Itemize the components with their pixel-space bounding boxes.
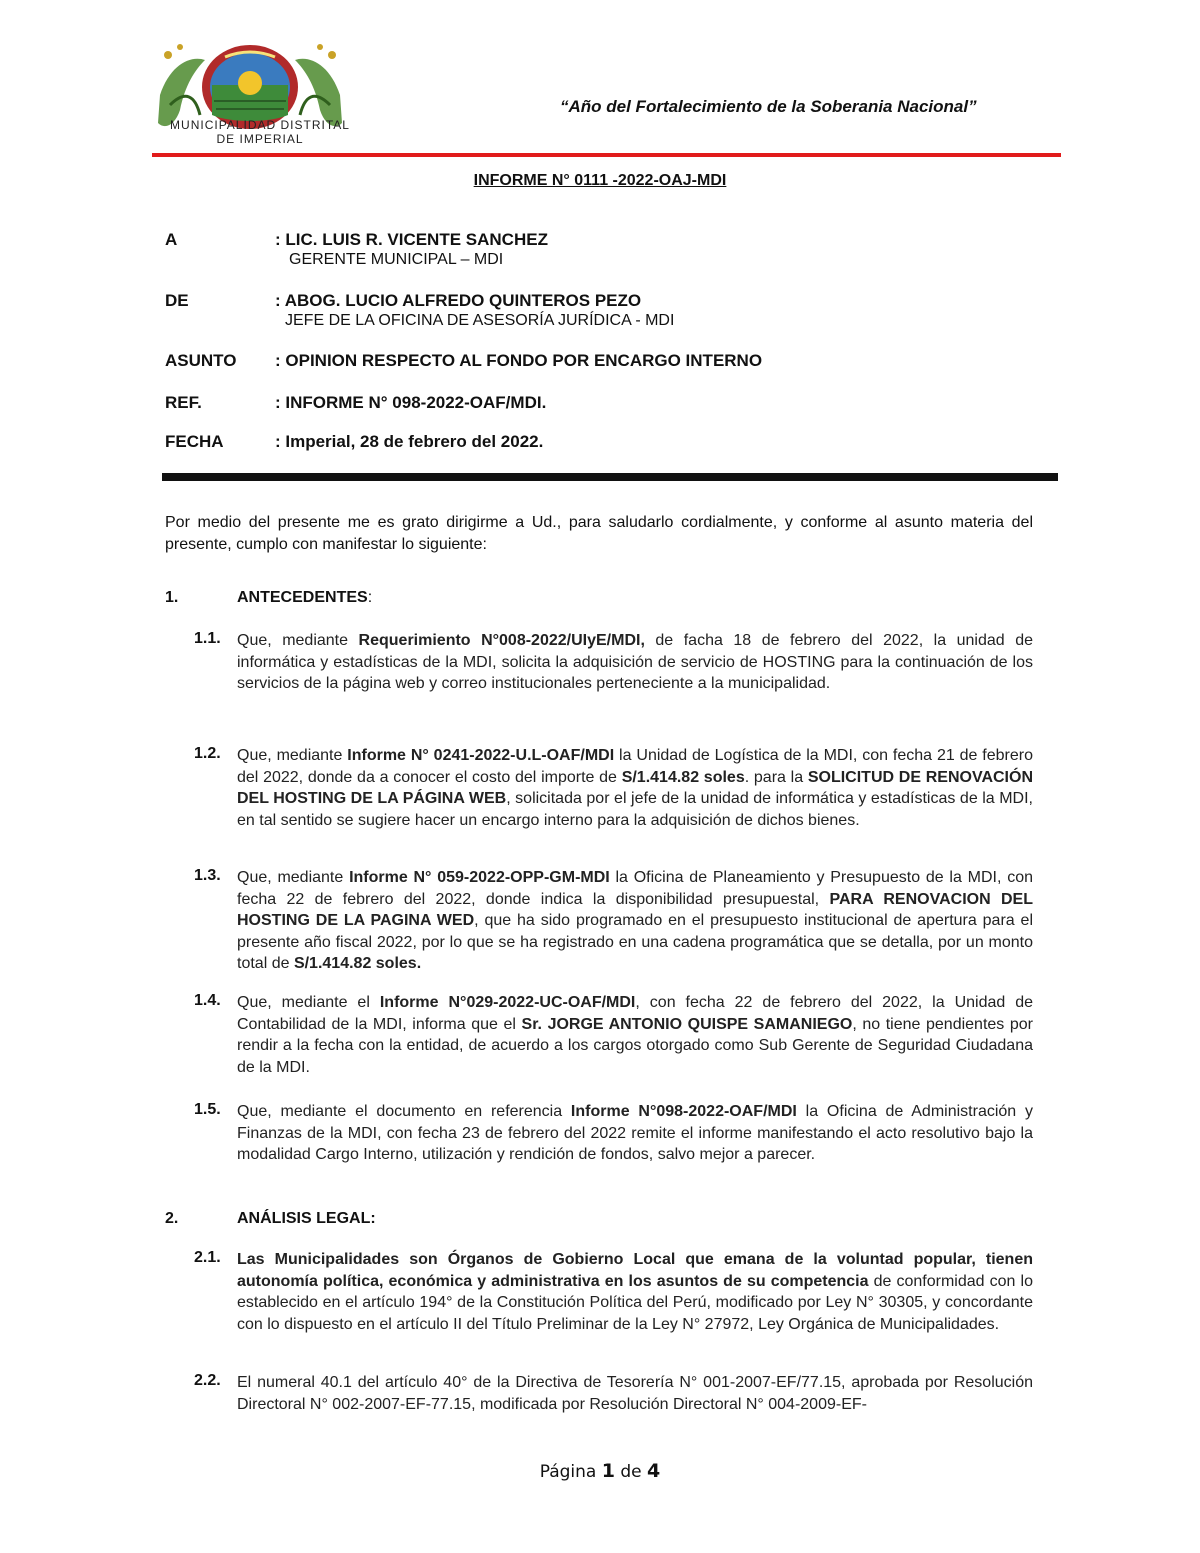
section1-number: 1. (165, 589, 179, 606)
item-2-1-number: 2.1. (194, 1249, 221, 1266)
page-footer (0, 1460, 1200, 1482)
item-2-2-text: El numeral 40.1 del artículo 40° de la Directiva de Tesorería N° 001-2007-EF/77.15, aprobada por Resolución Directoral N° 002-2007-EF-77.15, modificada por Resolución Directoral N° 004-2009-EF- (237, 1374, 1033, 1413)
year-motto: “Año del Fortalecimiento de la Soberania Nacional” (560, 97, 977, 116)
field-a-value: : LIC. LUIS R. VICENTE SANCHEZ (275, 230, 548, 249)
field-ref-value: : INFORME N° 098-2022-OAF/MDI. (275, 393, 547, 412)
field-de-sub: JEFE DE LA OFICINA DE ASESORÍA JURÍDICA - MDI (285, 312, 675, 329)
page-label: Página (539, 1462, 597, 1482)
item-1-1-text: Que, mediante Requerimiento N°008-2022/UIyE/MDI, de facha 18 de febrero del 2022, la unidad de informática y estadísticas de la MDI, solicita la adquisición de servicio de HOSTING para la continuación de los servicios de la página web y correo institucionales perteneciente a la municipalidad. (237, 632, 1033, 692)
item-1-5-text: Que, mediante el documento en referencia Informe N°098-2022-OAF/MDI la Oficina de Administración y Finanzas de la MDI, con fecha 23 de febrero del 2022 remite el informe manifestando el acto resolutivo bajo la modalidad Cargo Interno, utilización y rendición de fondos, salvo mejor a parecer. (237, 1103, 1033, 1163)
field-asunto-value: : OPINION RESPECTO AL FONDO POR ENCARGO INTERNO (275, 351, 763, 370)
section2-number: 2. (165, 1210, 179, 1227)
logo-text-line2: DE IMPERIAL (216, 132, 304, 146)
item-1-4-text: Que, mediante el Informe N°029-2022-UC-OAF/MDI, con fecha 22 de febrero del 2022, la Unidad de Contabilidad de la MDI, informa que el Sr. JORGE ANTONIO QUISPE SAMANIEGO, no tiene pendientes por rendir a la fecha con la entidad, de acuerdo a los cargos otorgado como Sub Gerente de Seguridad Ciudadana de la MDI. (237, 994, 1034, 1076)
field-fecha-value: : Imperial, 28 de febrero del 2022. (275, 432, 544, 451)
field-a-sub: GERENTE MUNICIPAL – MDI (289, 251, 504, 268)
item-1-3-text: Que, mediante Informe N° 059-2022-OPP-GM-MDI la Oficina de Planeamiento y Presupuesto de la MDI, con fecha 22 de febrero del 2022, donde indica la disponibilidad presupuestal, PARA RENOVACION DEL HOSTING DE LA PAGINA WED, que ha sido programado en el presupuesto institucional de apertura para el presente año fiscal 2022, por lo que se ha registrado en una cadena programática que se detalla, por un monto total de S/1.414.82 soles. (237, 869, 1034, 972)
item-1-2-number: 1.2. (194, 745, 221, 762)
item-1-5-number: 1.5. (194, 1101, 221, 1118)
logo-text-line1: MUNICIPALIDAD DISTRITAL (170, 118, 350, 132)
document-title: INFORME N° 0111 -2022-OAJ-MDI (473, 172, 727, 189)
page-current: 1 (601, 1460, 615, 1482)
section1-colon: : (367, 589, 373, 606)
field-de-value: : ABOG. LUCIO ALFREDO QUINTEROS PEZO (275, 291, 642, 310)
field-de-label: DE (165, 291, 189, 310)
item-2-2-number: 2.2. (194, 1372, 221, 1389)
field-asunto-label: ASUNTO (165, 351, 237, 370)
item-1-3-number: 1.3. (194, 867, 221, 884)
page-total: 4 (647, 1460, 661, 1482)
field-a-label: A (165, 230, 178, 249)
item-1-4-number: 1.4. (194, 992, 221, 1009)
item-1-1-number: 1.1. (194, 630, 221, 647)
section2-title: ANÁLISIS LEGAL: (237, 1210, 376, 1227)
section1-heading (237, 589, 372, 607)
header-red-rule (152, 153, 1061, 157)
page-of: de (620, 1462, 642, 1482)
item-2-1-text: Las Municipalidades son Órganos de Gobierno Local que emana de la voluntad popular, tienen autonomía política, económica y administrativa en los asuntos de su competencia de conformidad con lo establecido en el artículo 194° de la Constitución Política del Perú, modificado por Ley N° 30305, y concordante con lo dispuesto en el artículo II del Título Preliminar de la Ley N° 27972, Ley Orgánica de Municipalidades. (237, 1251, 1033, 1333)
field-fecha-label: FECHA (165, 432, 224, 451)
field-ref-label: REF. (165, 393, 202, 412)
header-divider (162, 473, 1058, 481)
intro-paragraph: Por medio del presente me es grato dirigirme a Ud., para saludarlo cordialmente, y conforme al asunto materia del presente, cumplo con manifestar lo siguiente: (165, 514, 1033, 553)
item-1-2-text: Que, mediante Informe N° 0241-2022-U.L-OAF/MDI la Unidad de Logística de la MDI, con fecha 21 de febrero del 2022, donde da a conocer el costo del importe de S/1.414.82 soles. para la SOLICITUD DE RENOVACIÓN DEL HOSTING DE LA PÁGINA WEB, solicitada por el jefe de la unidad de informática y estadísticas de la MDI, en tal sentido se sugiere hacer un encargo interno para la adquisición de dichos bienes. (237, 747, 1034, 829)
section1-title: ANTECEDENTES (237, 589, 368, 606)
